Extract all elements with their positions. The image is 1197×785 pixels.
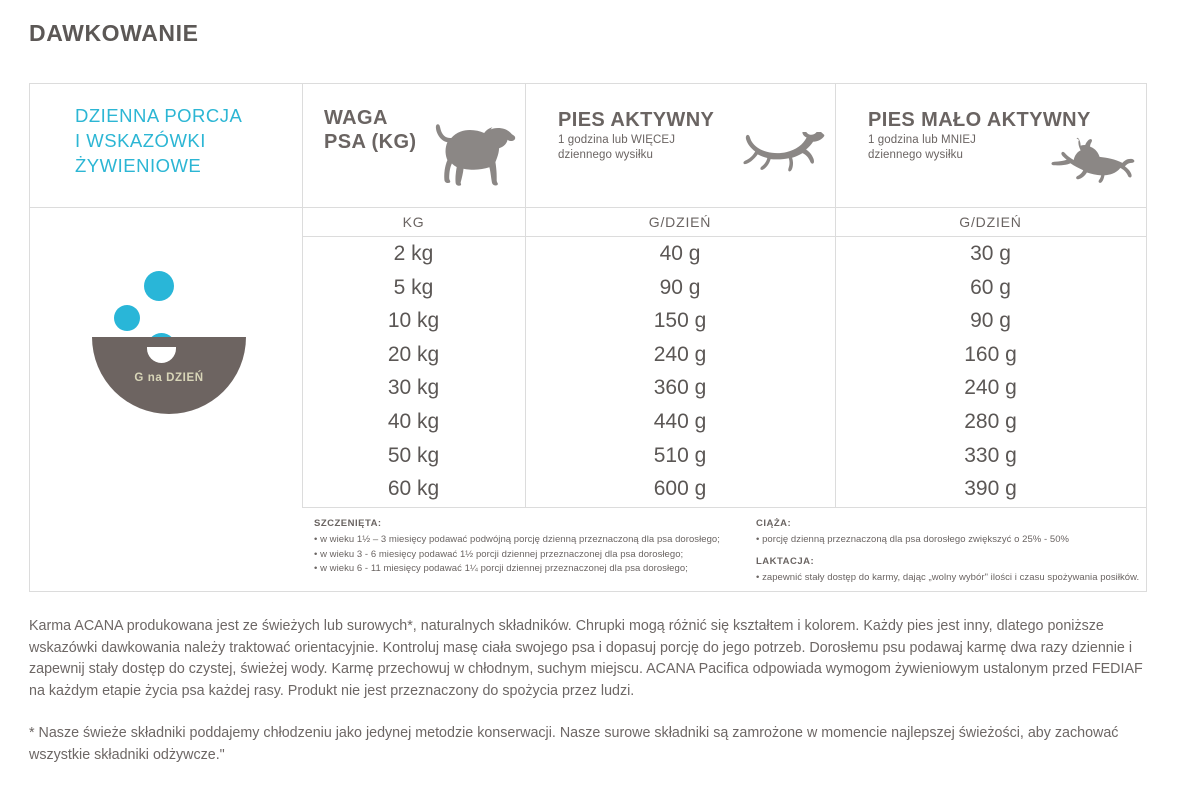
kibble-circle (114, 305, 140, 331)
lactation-notes-heading: LAKTACJA: (756, 555, 815, 567)
intro-heading-line-3: ŻYWIENIOWE (75, 155, 202, 176)
intro-heading (75, 103, 242, 178)
body-paragraph-1: Karma ACANA produkowana jest ze świeżych lub surowych*, naturalnych składników. Chrupki mogą różnić się kształtem i kolorem. Każdy pies jest inny, dlatego poniższe wskazówki dawkowania należy traktować orientacyjnie. Kontroluj masę ciała swojego psa i dopasuj porcję do jego potrzeb. Dorosłemu psu podawaj karmę dwa razy dziennie i zapewnij stały dostęp do czystej, świeżej wody. Karmę przechowuj w chłodnym, suchym miejscu. ACANA Pacifica odpowiada wymogom żywieniowym ustalonym przed FEDIAF na każdym etapie życia psa każdej rasy. Produkt nie jest przeznaczony do spożycia przez ludzi. (29, 618, 1143, 699)
low-active-column (835, 237, 1146, 506)
daily-portion-bowl-icon (74, 264, 264, 424)
pregnancy-note-line: • porcję dzienną przeznaczoną dla psa dorosłego zwiększyć o 25% - 50% (756, 534, 1070, 545)
table-cell-weight: 40 kg (387, 409, 440, 433)
table-cell-active: 510 g (653, 443, 707, 467)
table-cell-low-active: 90 g (970, 309, 1011, 333)
running-dog-icon (740, 132, 825, 184)
table-cell-active: 440 g (653, 409, 707, 433)
weight-column (302, 237, 525, 506)
table-cell-active: 150 g (653, 309, 707, 333)
low-active-subtitle-line-2: dziennego wysiłku (868, 149, 964, 161)
table-cell-active: 90 g (659, 275, 701, 299)
unit-low-active: G/DZIEŃ (959, 214, 1022, 230)
puppy-note-line: • w wieku 1½ – 3 miesięcy podawać podwójną porcję dzienną przeznaczoną dla psa dorosłego; (314, 534, 720, 545)
body-copy (29, 616, 1149, 766)
table-header-weight-cell (302, 84, 525, 207)
active-subtitle-line-2: dziennego wysiłku (558, 149, 654, 161)
table-cell-low-active: 30 g (970, 242, 1011, 265)
unit-weight: KG (402, 214, 425, 230)
pregnancy-lactation-notes (742, 508, 1146, 592)
table-cell-active: 40 g (659, 242, 701, 265)
active-column (525, 237, 835, 506)
bowl-label: G na DZIEŃ (134, 372, 204, 384)
weight-heading (324, 106, 416, 154)
table-cell-active: 240 g (653, 342, 707, 366)
table-cell-active: 600 g (653, 477, 707, 501)
table-cell-weight: 10 kg (387, 309, 440, 333)
table-cell-low-active: 280 g (964, 409, 1017, 433)
table-header-active-cell (525, 84, 835, 207)
puppy-notes-heading: SZCZENIĘTA: (314, 518, 382, 529)
unit-active: G/DZIEŃ (648, 214, 712, 230)
table-cell-weight: 60 kg (387, 477, 440, 501)
weight-heading-line-1: WAGA (324, 107, 388, 129)
puppy-notes (302, 508, 742, 592)
low-active-subtitle (868, 133, 976, 163)
page-title: DAWKOWANIE (29, 20, 199, 46)
table-cell-active: 360 g (653, 376, 707, 400)
dosage-table (29, 83, 1147, 592)
body-paragraph-2: * Nasze świeże składniki poddajemy chłodzeniu jako jedynej metodzie konserwacji. Nasze surowe składniki są zamrożone w momencie najlepszej świeżości, aby zachować wszystkie składniki odżywcze." (29, 725, 1119, 763)
puppy-note-line: • w wieku 6 - 11 miesięcy podawać 1¼ porcji dziennej przeznaczonej dla psa dorosłego; (314, 563, 688, 574)
active-subtitle (558, 133, 675, 163)
table-cell-weight: 5 kg (393, 275, 434, 299)
kibble-circle (144, 271, 174, 301)
table-cell-low-active: 390 g (964, 477, 1017, 501)
table-cell-low-active: 240 g (964, 376, 1017, 400)
table-cell-weight: 2 kg (393, 242, 434, 265)
standing-dog-icon (432, 124, 516, 186)
table-header-low-active-cell (835, 84, 1146, 207)
puppy-note-line: • w wieku 3 - 6 miesięcy podawać 1½ porcji dziennej przeznaczonej dla psa dorosłego; (314, 548, 684, 560)
intro-heading-line-2: I WSKAZÓWKI (75, 130, 206, 151)
table-header-intro-cell (30, 84, 302, 207)
table-cell-low-active: 160 g (964, 342, 1017, 366)
table-cell-weight: 20 kg (387, 342, 440, 366)
weight-heading-line-2: PSA (KG) (324, 131, 417, 153)
low-active-heading: PIES MAŁO AKTYWNY (868, 109, 1091, 131)
table-cell-weight: 50 kg (387, 443, 440, 467)
table-cell-weight: 30 kg (387, 376, 440, 400)
table-cell-low-active: 60 g (970, 275, 1011, 299)
active-subtitle-line-1: 1 godzina lub WIĘCEJ (558, 134, 676, 146)
table-cell-low-active: 330 g (964, 443, 1017, 467)
low-active-subtitle-line-1: 1 godzina lub MNIEJ (868, 134, 977, 146)
active-heading: PIES AKTYWNY (558, 109, 715, 131)
lying-dog-icon (1050, 137, 1140, 183)
intro-heading-line-1: DZIENNA PORCJA (75, 105, 243, 126)
pregnancy-notes-heading: CIĄŻA: (756, 518, 792, 529)
lactation-note-line: • zapewnić stały dostęp do karmy, dając „wolny wybór" ilości i czasu spożywania posiłków. (756, 571, 1140, 583)
